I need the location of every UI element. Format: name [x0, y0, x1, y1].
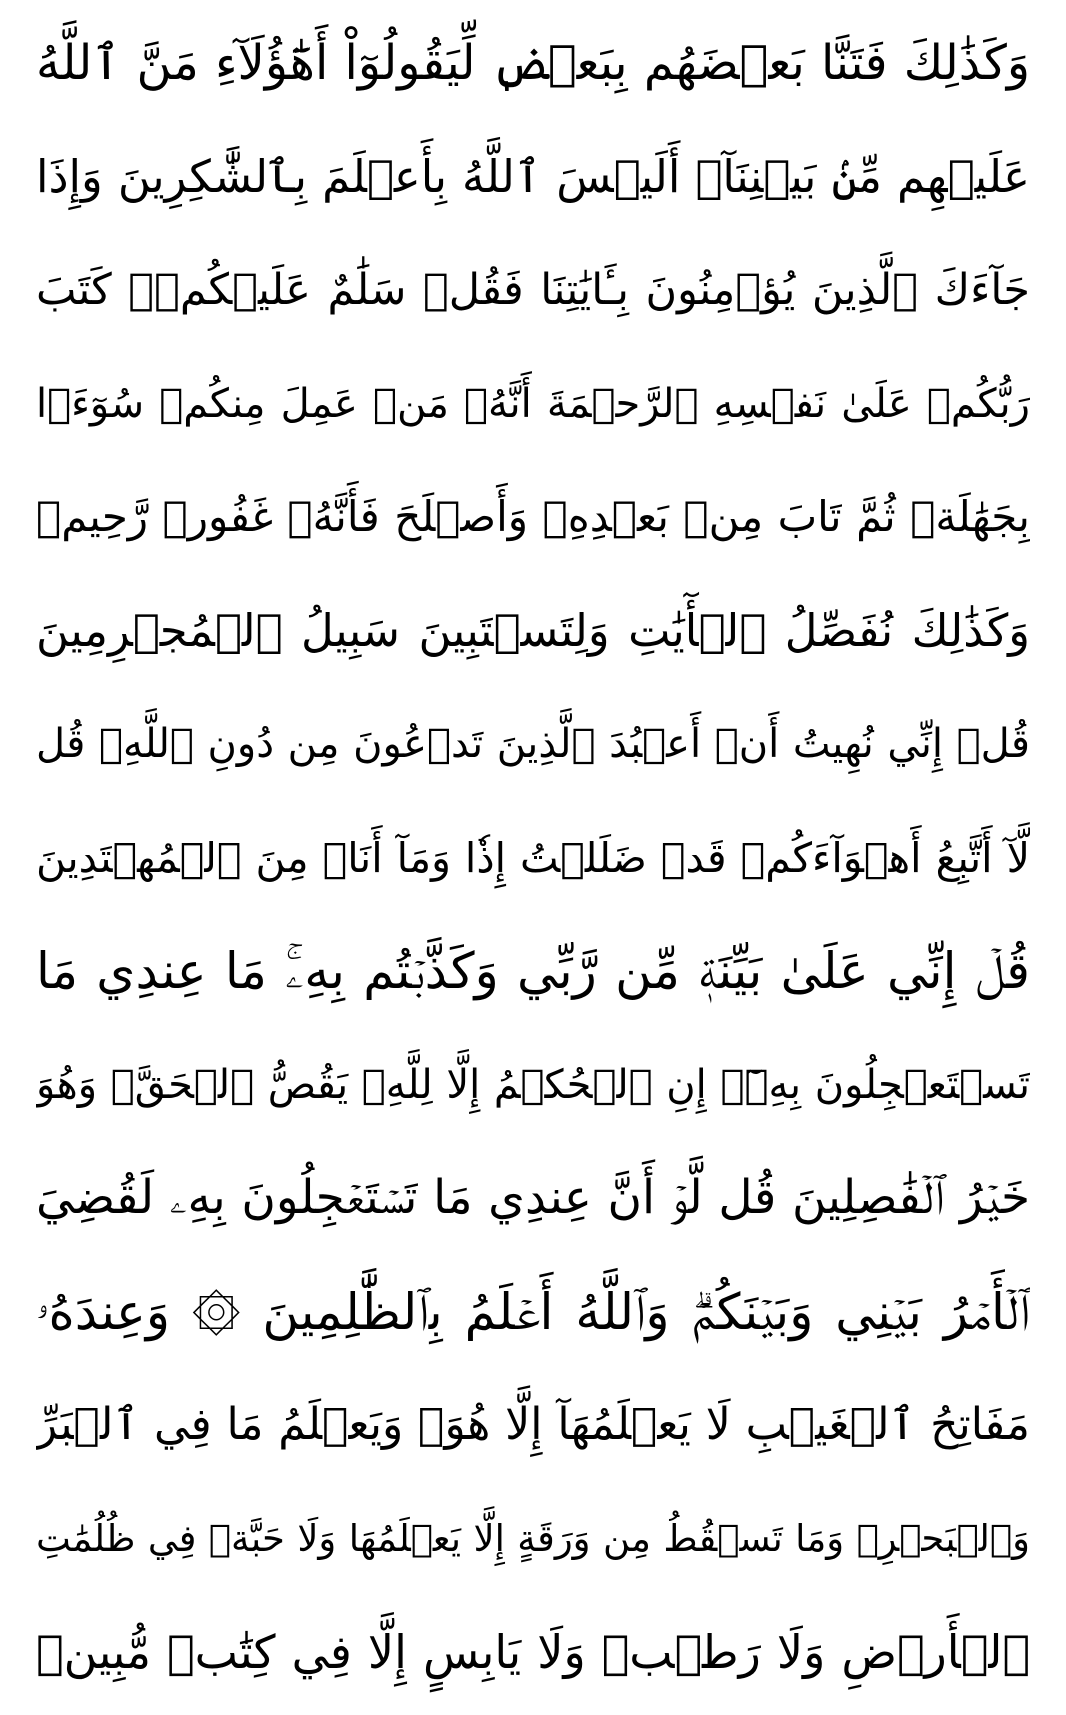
text-line-4: رَبُّكُمۡ عَلَىٰ نَفۡسِهِ ٱلرَّحۡمَةَ أَنَّهُۥ مَنۡ عَمِلَ مِنكُمۡ سُوٓءَۢا	[36, 380, 1030, 427]
text-line-12: ٱلۡأَمۡرُ بَيۡنِي وَبَيۡنَكُمۡۗ وَٱللَّهُ أَعۡلَمُ بِٱلظَّٰلِمِينَ ۞ وَعِندَهُۥ	[36, 1282, 1030, 1341]
text-line-9: قُلۡ إِنِّي عَلَىٰ بَيِّنَةٖ مِّن رَّبِّي وَكَذَّبۡتُم بِهِۦۚ مَا عِندِي مَا	[36, 942, 1030, 1000]
text-line-13: مَفَاتِحُ ٱلۡغَيۡبِ لَا يَعۡلَمُهَآ إِلَّا هُوَۚ وَيَعۡلَمُ مَا فِي ٱلۡبَرِّ	[36, 1399, 1030, 1450]
text-line-14: وَٱلۡبَحۡرِۚ وَمَا تَسۡقُطُ مِن وَرَقَةٍ إِلَّا يَعۡلَمُهَا وَلَا حَبَّةٖ فِي ظُلُمَٰتِ	[36, 1516, 1030, 1560]
text-line-6: وَكَذَٰلِكَ نُفَصِّلُ ٱلۡأٓيَٰتِ وَلِتَسۡتَبِينَ سَبِيلُ ٱلۡمُجۡرِمِينَ	[36, 603, 1030, 657]
verse-lines	[36, 14, 1030, 1701]
text-line-7: قُلۡ إِنِّي نُهِيتُ أَنۡ أَعۡبُدَ ٱلَّذِينَ تَدۡعُونَ مِن دُونِ ٱللَّهِۚ قُل	[36, 721, 1030, 767]
text-line-5: بِجَهَٰلَةٖ ثُمَّ تَابَ مِنۢ بَعۡدِهِۦ وَأَصۡلَحَ فَأَنَّهُۥ غَفُورٞ رَّحِيمٞ	[36, 492, 1030, 541]
text-line-15: ٱلۡأَرۡضِ وَلَا رَطۡبٖ وَلَا يَابِسٍ إِلَّا فِي كِتَٰبٖ مُّبِينٖ	[36, 1625, 1030, 1679]
text-line-2: عَلَيۡهِم مِّنۢ بَيۡنِنَآۗ أَلَيۡسَ ٱللَّهُ بِأَعۡلَمَ بِٱلشَّٰكِرِينَ وَإِذَا	[36, 149, 1030, 203]
text-line-3: جَآءَكَ ٱلَّذِينَ يُؤۡمِنُونَ بِـَٔايَٰتِنَا فَقُلۡ سَلَٰمٌ عَلَيۡكُمۡۖ كَتَبَ	[36, 265, 1030, 315]
text-line-1: وَكَذَٰلِكَ فَتَنَّا بَعۡضَهُم بِبَعۡضٖ لِّيَقُولُوٓاْ أَهَٰٓؤُلَآءِ مَنَّ ٱللَّهُ	[36, 35, 1030, 91]
text-line-11: خَيۡرُ ٱلۡفَٰصِلِينَ قُل لَّوۡ أَنَّ عِندِي مَا تَسۡتَعۡجِلُونَ بِهِۦ لَقُضِيَ	[36, 1170, 1030, 1225]
text-line-8: لَّآ أَتَّبِعُ أَهۡوَآءَكُمۡ قَدۡ ضَلَلۡتُ إِذٗا وَمَآ أَنَا۠ مِنَ ٱلۡمُهۡتَدِينَ	[36, 833, 1030, 882]
text-line-10: تَسۡتَعۡجِلُونَ بِهِۦٓۚ إِنِ ٱلۡحُكۡمُ إِلَّا لِلَّهِۖ يَقُصُّ ٱلۡحَقَّۖ وَهُوَ	[36, 1061, 1030, 1108]
